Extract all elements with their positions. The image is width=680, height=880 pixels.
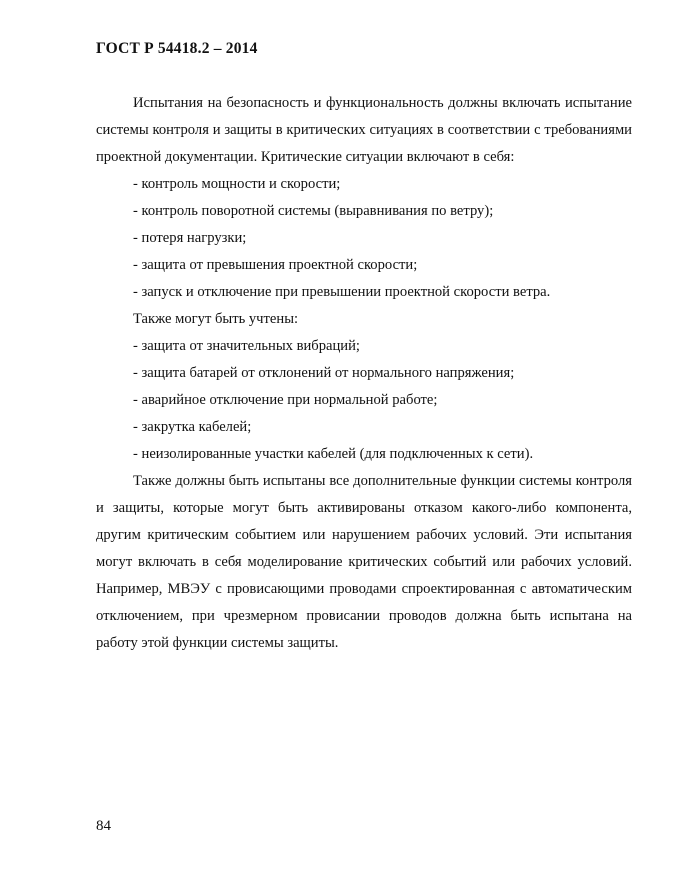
list-item: - неизолированные участки кабелей (для подключенных к сети). — [133, 446, 534, 462]
list-item: - защита от превышения проектной скорости; — [133, 257, 418, 273]
list-item: - закрутка кабелей; — [133, 419, 252, 435]
also-considered-intro: Также могут быть учтены: — [133, 311, 299, 327]
list-item: - потеря нагрузки; — [133, 230, 247, 246]
intro-paragraph: Испытания на безопасность и функциональность должны включать испытание системы контроля и защиты в критических ситуациях в соответствии с требованиями проектной документации. Критические ситуации включают в себя: — [96, 95, 632, 165]
document-body — [96, 90, 632, 657]
list-item: - контроль поворотной системы (выравнивания по ветру); — [133, 203, 494, 219]
list-item: - защита батарей от отклонений от нормального напряжения; — [133, 365, 515, 381]
document-header: ГОСТ Р 54418.2 – 2014 — [96, 40, 258, 57]
list-item: - запуск и отключение при превышении проектной скорости ветра. — [133, 284, 551, 300]
page-number: 84 — [96, 818, 111, 834]
list-item: - аварийное отключение при нормальной работе; — [133, 392, 438, 408]
also-considered-list — [96, 333, 632, 468]
list-item: - контроль мощности и скорости; — [133, 176, 341, 192]
list-item: - защита от значительных вибраций; — [133, 338, 360, 354]
closing-paragraph: Также должны быть испытаны все дополнительные функции системы контроля и защиты, которые могут быть активированы отказом какого-либо компонента, другим критическим событием или нарушением рабочих условий. Эти испытания могут включать в себя моделирование критических событий или рабочих условий. Например, МВЭУ с провисающими проводами спроектированная с автоматическим отключением, при чрезмерном провисании проводов должна быть испытана на работу этой функции системы защиты. — [96, 473, 632, 651]
critical-situations-list — [96, 171, 632, 306]
